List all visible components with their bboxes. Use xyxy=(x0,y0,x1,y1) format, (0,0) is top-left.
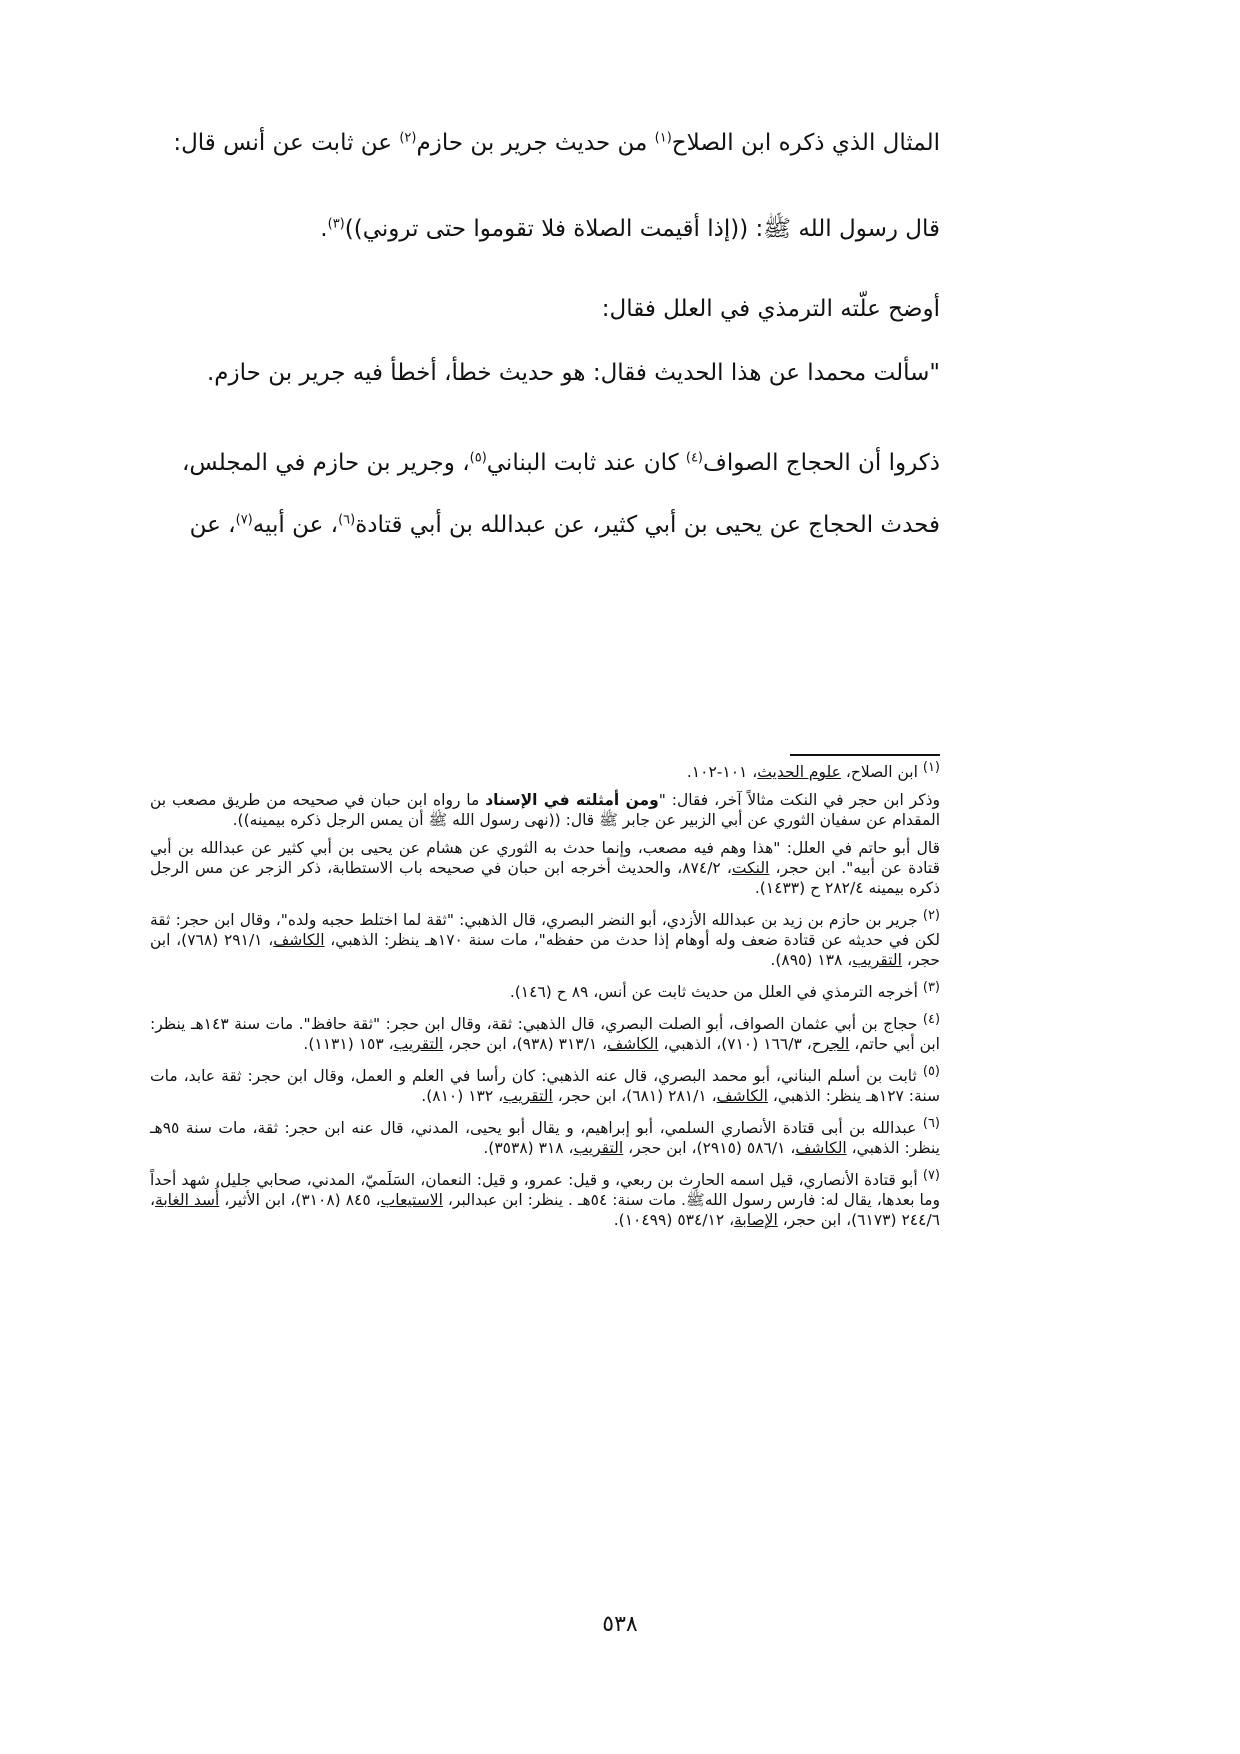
footnote-number: (٣) xyxy=(922,979,940,995)
text: عن ثابت عن أنس قال: xyxy=(173,130,400,156)
text: ، ١٥٣ (١١٣١). xyxy=(303,1035,394,1053)
text: ، ٢٨١/١ (٦٨١)، ابن حجر، xyxy=(552,1087,717,1105)
body-line-3 xyxy=(150,292,940,326)
footnotes xyxy=(150,759,941,1242)
cited-title: التقريب xyxy=(573,1139,624,1157)
footnote-1-p1 xyxy=(150,759,940,782)
footnote-ref-6[interactable]: (٦) xyxy=(338,512,356,528)
cited-title: الكاشف xyxy=(716,1087,768,1105)
footnote-4 xyxy=(150,1011,941,1054)
footnote-number: (٧) xyxy=(922,1167,940,1183)
cited-title: التقريب xyxy=(393,1035,444,1053)
text: ما رواه ابن حبان في صحيحه من طريق مصعب بن المقدام عن سفيان الثوري عن أبي الزبير عن جابر ﷺ قال: ((نهى رسول الله ﷺ أن يمس الرجل ذكره بيمينه)). xyxy=(150,791,940,829)
text: ، ٣١٨ (٣٥٣٨). xyxy=(483,1139,574,1157)
footnote-1 xyxy=(150,759,940,898)
text: ابن الصلاح، xyxy=(840,763,923,781)
footnote-separator xyxy=(790,754,940,756)
footnote-6 xyxy=(150,1115,940,1158)
text: جرير بن حازم بن زيد بن عبدالله الأزدي، أبو النضر البصري، قال الذهبي: "ثقة لما اختلط حجبه ولده"، وقال ابن حجر: ثقة لكن في حديثه عن قتادة ضعف وله أوهام إذا حدث من حفظه"، مات سنة ١٧٠هـ ينظر: الذهبي، xyxy=(150,911,940,949)
body-line-5 xyxy=(150,446,940,480)
footnote-3 xyxy=(150,979,940,1002)
text: المثال الذي ذكره ابن الصلاح xyxy=(671,130,940,156)
text: ، ٢٩١/١ (٧٦٨)، ابن حجر، xyxy=(150,931,940,969)
cited-title: الكاشف xyxy=(795,1139,847,1157)
text: ، ٥٨٦/١ (٢٩١٥)، ابن حجر، xyxy=(623,1139,796,1157)
footnote-ref-1[interactable]: (١) xyxy=(654,130,672,146)
cited-title: أُسد الغابة xyxy=(155,1191,220,1209)
footnote-number: (١) xyxy=(922,759,940,775)
body-line-1 xyxy=(150,126,940,160)
text: ، ٨٧٤/٢، والحديث أخرجه ابن حبان في صحيحه باب الاستطابة، ذكر الزجر عن مس الرجل ذكره بيمينه ٢٨٢/٤ ح (١٤٣٣). xyxy=(150,859,940,897)
body-line-2 xyxy=(150,212,940,246)
text: كان عند ثابت البناني xyxy=(486,450,686,476)
text: ، ١٦٦/٣ (٧١٠)، الذهبي، xyxy=(658,1035,812,1053)
footnote-ref-3[interactable]: (٣) xyxy=(327,216,345,232)
footnote-number: (٢) xyxy=(922,907,940,923)
text: ، عن أبيه xyxy=(252,512,339,538)
cited-title: التقريب xyxy=(852,951,902,969)
cited-title: الكاشف xyxy=(607,1035,659,1053)
text: "سألت محمدا عن هذا الحديث فقال: هو حديث خطأ، أخطأ فيه جرير بن حازم. xyxy=(207,360,940,386)
text: من حديث جرير بن حازم xyxy=(416,130,655,156)
bold-phrase: ومن أمثلته في الإسناد xyxy=(485,791,659,809)
text: أخرجه الترمذي في العلل من حديث ثابت عن أنس، ٨٩ ح (١٤٦). xyxy=(509,983,923,1001)
footnote-ref-7[interactable]: (٧) xyxy=(235,512,253,528)
text: ثابت بن أسلم البناني، أبو محمد البصري، قال عنه الذهبي: كان رأسا في العلم و العمل، وقال ابن حجر: ثقة عابد، مات سنة: ١٢٧هـ ينظر: الذهبي، xyxy=(150,1067,940,1105)
text: حجاج بن أبي عثمان الصواف، أبو الصلت البصري، قال الذهبي: ثقة، وقال ابن حجر: "ثقة حافظ". مات سنة ١٤٣هـ ينظر: ابن أبي حاتم، xyxy=(150,1015,940,1053)
footnote-ref-5[interactable]: (٥) xyxy=(469,450,487,466)
text: ، وجرير بن حازم في المجلس، xyxy=(181,450,470,476)
footnote-5 xyxy=(150,1063,940,1106)
text: عبدالله بن أبى قتادة الأنصاري السلمي، أبو إبراهيم، و يقال أبو يحيى، المدني، قال عنه ابن حجر: ثقة، مات سنة ٩٥هـ ينظر: الذهبي، xyxy=(150,1119,940,1157)
text: ذكروا أن الحجاج الصواف xyxy=(703,450,940,476)
text: ، عن xyxy=(189,512,236,538)
text: . xyxy=(320,216,328,242)
text: ، ١٣٨ (٨٩٥). xyxy=(770,951,853,969)
text: قال أبو حاتم في العلل: "هذا وهم فيه مصعب، وإنما حدث به الثوري عن هشام عن يحيى بن أبي كثير عن عبدالله بن أبي قتادة عن أبيه". ابن حجر، xyxy=(150,839,940,877)
text: أوضح علّته الترمذي في العلل فقال: xyxy=(601,296,940,322)
footnote-number: (٥) xyxy=(922,1063,940,1079)
cited-title: الجرح xyxy=(811,1035,850,1053)
text: فحدث الحجاج عن يحيى بن أبي كثير، عن عبدالله بن أبي قتادة xyxy=(355,512,940,538)
text: ، ٥٣٤/١٢ (١٠٤٩٩). xyxy=(613,1211,735,1229)
footnote-2 xyxy=(150,907,940,970)
body-line-4 xyxy=(150,356,940,390)
cited-title: الإصابة xyxy=(734,1211,778,1229)
cited-title: التقريب xyxy=(503,1087,553,1105)
cited-title: الاستيعاب xyxy=(380,1191,443,1209)
footnote-ref-2[interactable]: (٢) xyxy=(399,130,417,146)
footnote-ref-4[interactable]: (٤) xyxy=(685,450,703,466)
footnote-7 xyxy=(150,1167,941,1230)
footnote-1-p3 xyxy=(150,838,940,898)
footnote-number: (٦) xyxy=(922,1115,940,1131)
text: ، ١٣٢ (٨١٠). xyxy=(421,1087,504,1105)
page-number: ٥٣٨ xyxy=(602,1612,638,1637)
text: وذكر ابن حجر في النكت مثالاً آخر، فقال: " xyxy=(658,791,940,809)
text: ، ١٠١-١٠٢. xyxy=(686,763,758,781)
text: ، ٨٤٥ (٣١٠٨)، ابن الأثير، xyxy=(219,1191,381,1209)
footnote-1-p2 xyxy=(150,790,940,830)
text: ، ٣١٣/١ (٩٣٨)، ابن حجر، xyxy=(443,1035,608,1053)
cited-title: الكاشف xyxy=(273,931,325,949)
cited-title: النكت xyxy=(731,859,770,877)
body-line-6 xyxy=(150,508,940,542)
text: قال رسول الله ﷺ: ((إذا أقيمت الصلاة فلا تقوموا حتى تروني)) xyxy=(344,216,940,242)
text: ، ٢٤٤/٦ (٦١٧٣)، ابن حجر، xyxy=(150,1191,940,1229)
cited-title: علوم الحديث xyxy=(757,763,841,781)
text: أبو قتادة الأنصاري، قيل اسمه الحارث بن ربعي، و قيل: عمرو، و قيل: النعمان، السَلَميّ، المدني، صحابي جليل، شهد أحداً وما بعدها، يقال له: فارس رسول اللهﷺ. مات سنة: ٥٤هـ . ينظر: ابن عبدالبر، xyxy=(150,1171,941,1209)
footnote-number: (٤) xyxy=(922,1011,941,1027)
